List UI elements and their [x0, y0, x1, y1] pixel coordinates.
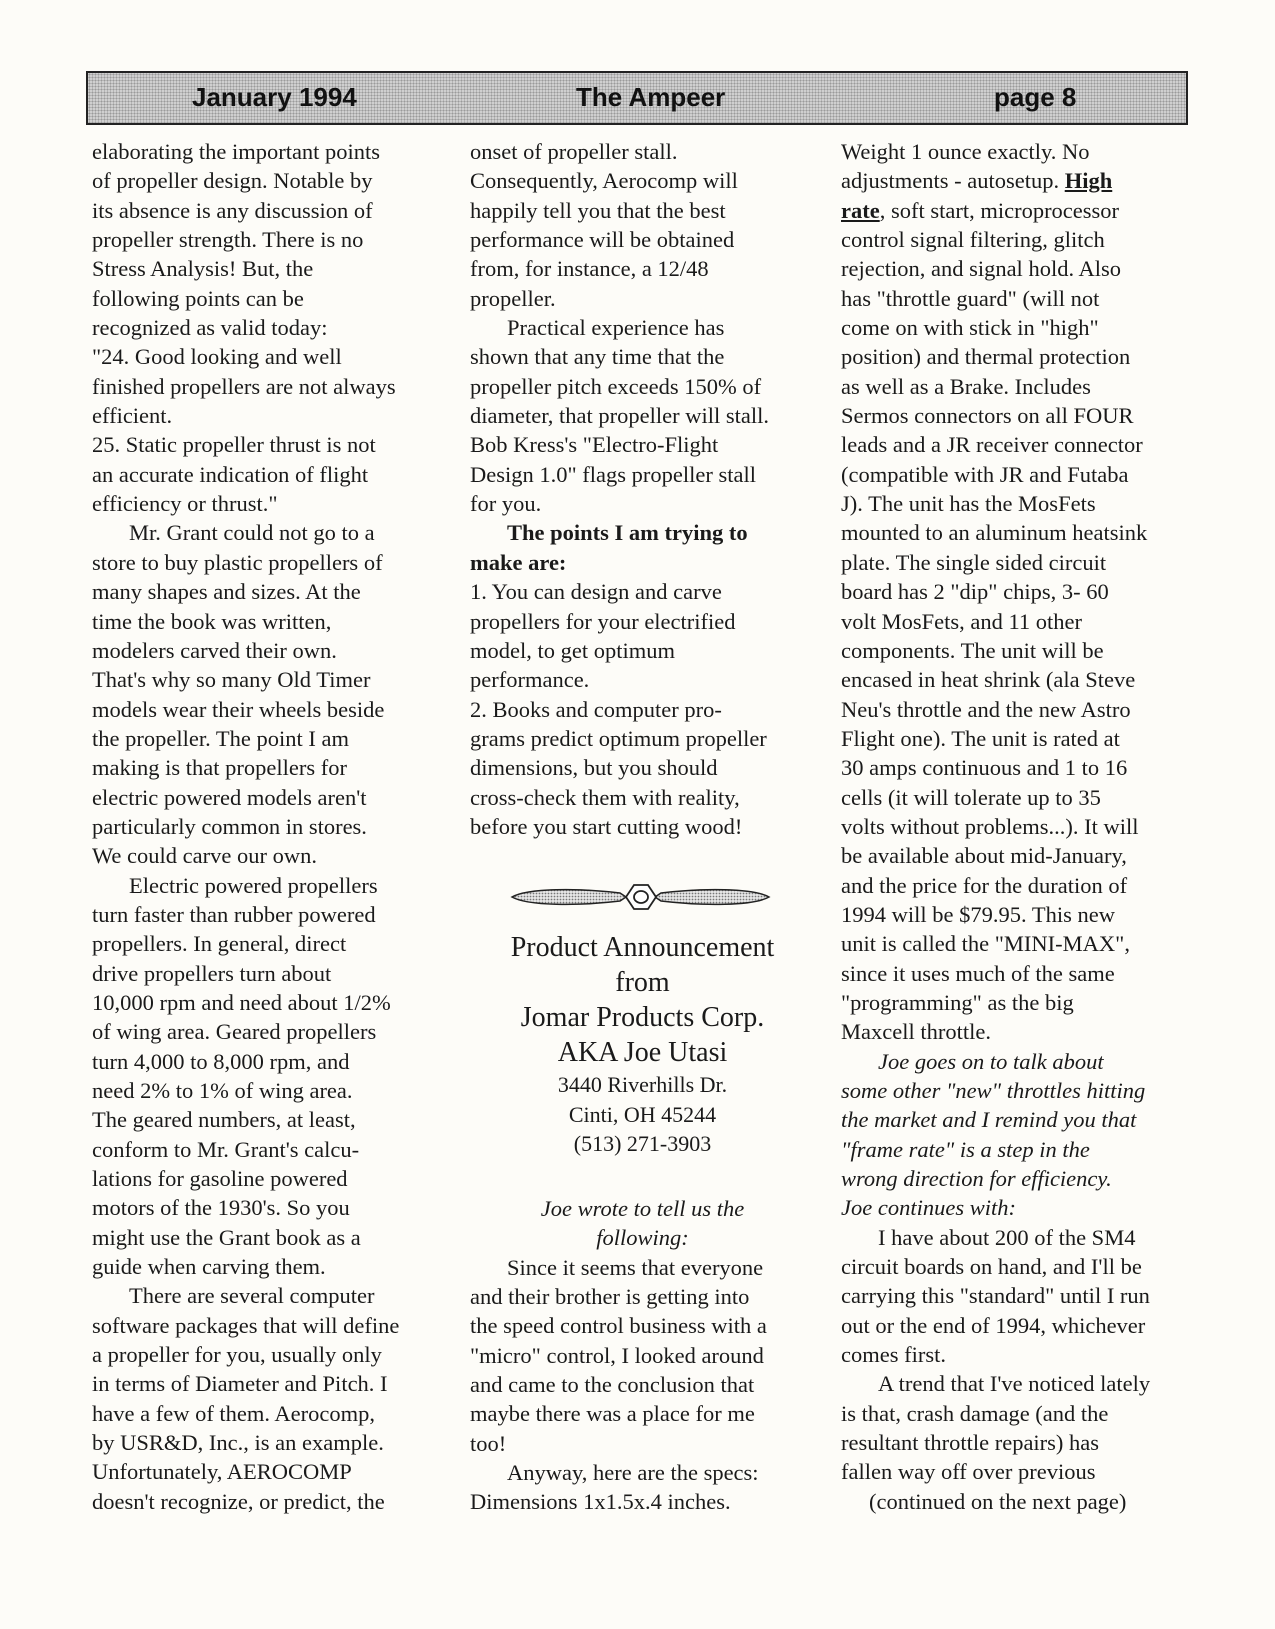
text-line: The geared numbers, at least, [92, 1107, 356, 1133]
announcement-city: Cinti, OH 45244 [568, 1101, 717, 1127]
page-header [86, 71, 1188, 125]
announcement-phone: (513) 271-3903 [573, 1131, 712, 1156]
text-line: "24. Good looking and well [92, 344, 342, 370]
text-line: maybe there was a place for me [470, 1401, 755, 1427]
text-line: Since it seems that everyone [507, 1254, 764, 1280]
announcement-from: from [615, 967, 670, 998]
italic-intro: following: [596, 1225, 689, 1251]
text-line: and their brother is getting into [470, 1284, 750, 1310]
text-line: dimensions, but you should [470, 755, 718, 781]
text-line: modelers carved their own. [92, 637, 337, 663]
text-line: since it uses much of the same [841, 960, 1115, 986]
text-line: (compatible with JR and Futaba [841, 461, 1129, 487]
text-line: Neu's throttle and the new Astro [841, 696, 1131, 722]
italic-note: "frame rate" is a step in the [841, 1136, 1090, 1162]
text-line: Practical experience has [507, 315, 725, 341]
text-line: circuit boards on hand, and I'll be [841, 1254, 1142, 1280]
column-3 [841, 137, 1201, 1516]
text-line: doesn't recognize, or predict, the [92, 1488, 385, 1514]
text-line: Unfortunately, AEROCOMP [92, 1459, 352, 1485]
text-line [841, 196, 1201, 225]
text-line: the speed control business with a [470, 1313, 767, 1339]
text-line: its absence is any discussion of [92, 197, 373, 223]
text-line: in terms of Diameter and Pitch. I [92, 1371, 388, 1397]
text-line: an accurate indication of flight [92, 461, 369, 487]
text-line: grams predict optimum propeller [470, 725, 767, 751]
text-line: rejection, and signal hold. Also [841, 256, 1121, 282]
text-line: mounted to an aluminum heatsink [841, 520, 1148, 546]
text-line: propeller pitch exceeds 150% of [470, 373, 762, 399]
text-line: propellers. In general, direct [92, 931, 347, 957]
text-line: "micro" control, I looked around [470, 1342, 764, 1368]
propeller-divider-icon [508, 880, 773, 914]
text-line: electric powered models aren't [92, 784, 367, 810]
text-line: performance. [470, 667, 590, 693]
text-line: Bob Kress's "Electro-Flight [470, 432, 719, 458]
text-line: as well as a Brake. Includes [841, 373, 1091, 399]
text-line: We could carve our own. [92, 843, 317, 869]
text-line: propeller strength. There is no [92, 227, 364, 253]
text-line: a propeller for you, usually only [92, 1342, 382, 1368]
text-line: have a few of them. Aerocomp, [92, 1400, 376, 1426]
text-line: before you start cutting wood! [470, 813, 743, 839]
text-line: be available about mid-January, [841, 843, 1127, 869]
continued-note: (continued on the next page) [869, 1488, 1127, 1514]
text-line: volt MosFets, and 11 other [841, 608, 1083, 634]
text-line: Maxcell throttle. [841, 1019, 991, 1045]
text-line: the propeller. The point I am [92, 725, 350, 751]
text-line: leads and a JR receiver connector [841, 432, 1143, 458]
text-line: position) and thermal protection [841, 344, 1131, 370]
text-line: fallen way off over previous [841, 1459, 1096, 1485]
italic-intro: Joe wrote to tell us the [540, 1196, 745, 1221]
text-fragment: adjustments - autosetup. [841, 168, 1065, 194]
text-line: has "throttle guard" (will not [841, 285, 1100, 311]
text-line: might use the Grant book as a [92, 1224, 361, 1250]
text-line: comes first. [841, 1342, 946, 1368]
text-line: and came to the conclusion that [470, 1372, 755, 1398]
text-line: of propeller design. Notable by [92, 168, 373, 194]
text-line: turn faster than rubber powered [92, 901, 376, 927]
italic-note: some other "new" throttles hitting [841, 1078, 1146, 1103]
text-line: control signal filtering, glitch [841, 227, 1105, 253]
text-line: cross-check them with reality, [470, 784, 740, 810]
bold-heading: make are: [470, 549, 567, 575]
text-line: by USR&D, Inc., is an example. [92, 1430, 384, 1456]
text-line: propellers for your electrified [470, 608, 736, 634]
text-line: model, to get optimum [470, 637, 675, 663]
text-line: A trend that I've noticed lately [878, 1371, 1151, 1397]
text-line: Weight 1 ounce exactly. No [841, 139, 1090, 164]
text-line: happily tell you that the best [470, 197, 726, 223]
text-line: 30 amps continuous and 1 to 16 [841, 755, 1128, 781]
text-line: Design 1.0" flags propeller stall [470, 461, 756, 487]
text-line: Dimensions 1x1.5x.4 inches. [470, 1489, 731, 1515]
emphasis-high-rate: rate [841, 197, 880, 223]
text-line: 1994 will be $79.95. This new [841, 901, 1115, 927]
text-line: turn 4,000 to 8,000 rpm, and [92, 1048, 350, 1074]
text-line: for you. [470, 491, 542, 517]
text-line: volts without problems...). It will [841, 813, 1139, 839]
italic-note: Joe goes on to talk about [878, 1048, 1104, 1074]
text-line: board has 2 "dip" chips, 3- 60 [841, 579, 1109, 605]
text-line: Flight one). The unit is rated at [841, 725, 1120, 751]
column-1 [92, 137, 444, 1516]
text-line: from, for instance, a 12/48 [470, 256, 709, 282]
text-line: Consequently, Aerocomp will [470, 168, 738, 194]
text-line: recognized as valid today: [92, 315, 328, 341]
text-line: drive propellers turn about [92, 960, 332, 986]
text-line: and the price for the duration of [841, 872, 1128, 898]
text-line: propeller. [470, 285, 556, 311]
announcement-title: Product Announcement [510, 932, 775, 963]
header-title: The Ampeer [576, 82, 726, 112]
text-line: Mr. Grant could not go to a [129, 520, 375, 546]
text-line: motors of the 1930's. So you [92, 1195, 350, 1221]
text-line: software packages that will define [92, 1312, 400, 1338]
text-line: 10,000 rpm and need about 1/2% [92, 989, 391, 1015]
text-line: come on with stick in "high" [841, 315, 1099, 341]
text-line: encased in heat shrink (ala Steve [841, 667, 1136, 693]
text-line: plate. The single sided circuit [841, 549, 1107, 575]
text-line: conform to Mr. Grant's calcu- [92, 1136, 360, 1162]
text-line: many shapes and sizes. At the [92, 579, 361, 605]
text-line: following points can be [92, 285, 304, 311]
text-line: components. The unit will be [841, 637, 1104, 663]
text-line: finished propellers are not always [92, 373, 396, 399]
text-line: J). The unit has the MosFets [841, 491, 1096, 517]
header-page-number: page 8 [994, 82, 1077, 112]
product-announcement [470, 930, 815, 1159]
header-date: January 1994 [192, 82, 357, 112]
text-line: shown that any time that the [470, 344, 725, 370]
text-line: efficiency or thrust." [92, 491, 278, 517]
column-2-lower [470, 1194, 815, 1517]
text-line: "programming" as the big [841, 989, 1074, 1015]
text-line: cells (it will tolerate up to 35 [841, 784, 1101, 810]
bold-heading: The points I am trying to [507, 520, 748, 546]
text-line: out or the end of 1994, whichever [841, 1312, 1146, 1338]
announcement-address: 3440 Riverhills Dr. [557, 1072, 728, 1097]
text-line: guide when carving them. [92, 1254, 326, 1280]
text-line: too! [470, 1430, 507, 1456]
text-line: diameter, that propeller will stall. [470, 403, 770, 429]
text-line: of wing area. Geared propellers [92, 1019, 377, 1045]
text-line: elaborating the important points [92, 139, 381, 164]
text-line: 25. Static propeller thrust is not [92, 432, 376, 458]
text-line: efficient. [92, 403, 173, 429]
text-line: unit is called the "MINI-MAX", [841, 931, 1130, 957]
emphasis-high-rate: High [1064, 168, 1113, 194]
text-line [841, 166, 1201, 195]
text-line: lations for gasoline powered [92, 1166, 348, 1192]
text-line: time the book was written, [92, 608, 332, 634]
text-line: making is that propellers for [92, 755, 347, 781]
italic-note: Joe continues with: [841, 1195, 1016, 1221]
text-line: models wear their wheels beside [92, 696, 385, 722]
text-line: carrying this "standard" until I run [841, 1283, 1150, 1309]
text-line: is that, crash damage (and the [841, 1400, 1109, 1426]
text-line: 2. Books and computer pro- [470, 696, 722, 722]
text-line: Stress Analysis! But, the [92, 256, 314, 282]
announcement-company: Jomar Products Corp. [520, 1002, 765, 1033]
text-line: need 2% to 1% of wing area. [92, 1078, 353, 1103]
text-line: Anyway, here are the specs: [507, 1460, 759, 1486]
text-line: Electric powered propellers [129, 872, 378, 898]
text-line: I have about 200 of the SM4 [878, 1224, 1136, 1250]
text-line: 1. You can design and carve [470, 579, 722, 605]
text-line: performance will be obtained [470, 227, 735, 253]
text-line: store to buy plastic propellers of [92, 549, 383, 575]
italic-note: wrong direction for efficiency. [841, 1166, 1112, 1192]
text-line: onset of propeller stall. [470, 139, 678, 164]
text-line: There are several computer [129, 1283, 375, 1309]
column-2 [470, 137, 815, 841]
text-fragment: , soft start, microprocessor [879, 197, 1120, 223]
text-line: That's why so many Old Timer [92, 667, 371, 693]
text-line: resultant throttle repairs) has [841, 1430, 1100, 1456]
announcement-contact: AKA Joe Utasi [557, 1037, 728, 1068]
text-line: particularly common in stores. [92, 813, 367, 839]
text-line: Sermos connectors on all FOUR [841, 403, 1134, 429]
italic-note: the market and I remind you that [841, 1107, 1137, 1133]
